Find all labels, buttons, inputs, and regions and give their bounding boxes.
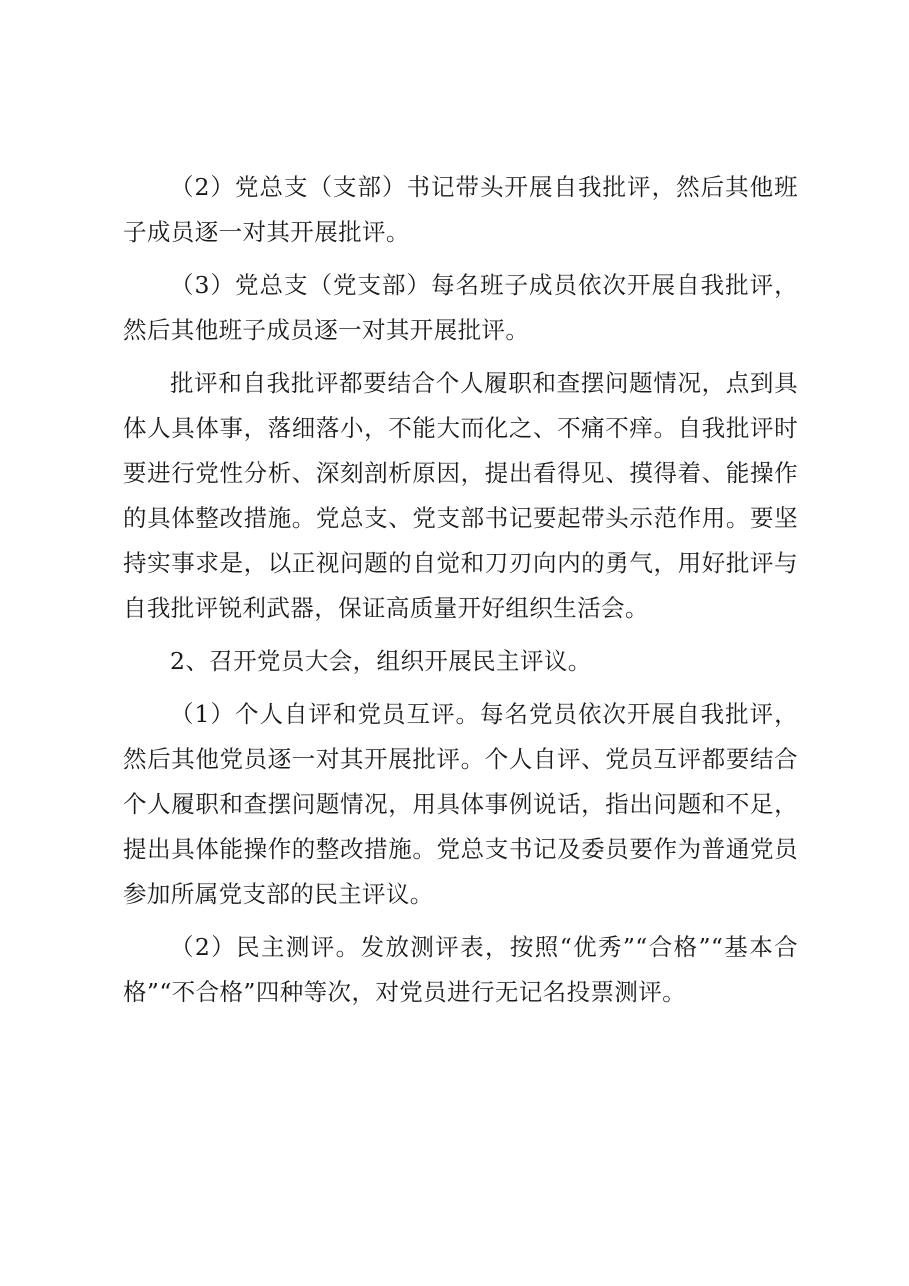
paragraph-secretary-self-criticism: （2）党总支（支部）书记带头开展自我批评，然后其他班子成员逐一对其开展批评。 — [123, 173, 798, 246]
paragraph-members-self-criticism: （3）党总支（党支部）每名班子成员依次开展自我批评，然后其他班子成员逐一对其开展批评。 — [123, 271, 798, 344]
paragraph-criticism-requirements: 批评和自我批评都要结合个人履职和查摆问题情况，点到具体人具体事，落细落小，不能大而化之、不痛不痒。自我批评时要进行党性分析、深刻剖析原因，提出看得见、摸得着、能操作的具体整改措施。党总支、党支部书记要起带头示范作用。要坚持实事求是，以正视问题的自觉和刀刃向内的勇气，用好批评与自我批评锐利武器，保证高质量开好组织生活会。 — [123, 369, 798, 622]
document-body — [123, 165, 798, 1015]
paragraph-democratic-evaluation: （2）民主测评。发放测评表，按照“优秀”“合格”“基本合格”“不合格”四种等次，对党员进行无记名投票测评。 — [123, 933, 798, 1006]
paragraph-self-and-mutual-evaluation: （1）个人自评和党员互评。每名党员依次开展自我批评，然后其他党员逐一对其开展批评。个人自评、党员互评都要结合个人履职和查摆问题情况，用具体事例说话，指出问题和不足，提出具体能操作的整改措施。党总支书记及委员要作为普通党员参加所属党支部的民主评议。 — [123, 700, 798, 908]
paragraph-section-heading-party-meeting: 2、召开党员大会，组织开展民主评议。 — [170, 647, 592, 675]
